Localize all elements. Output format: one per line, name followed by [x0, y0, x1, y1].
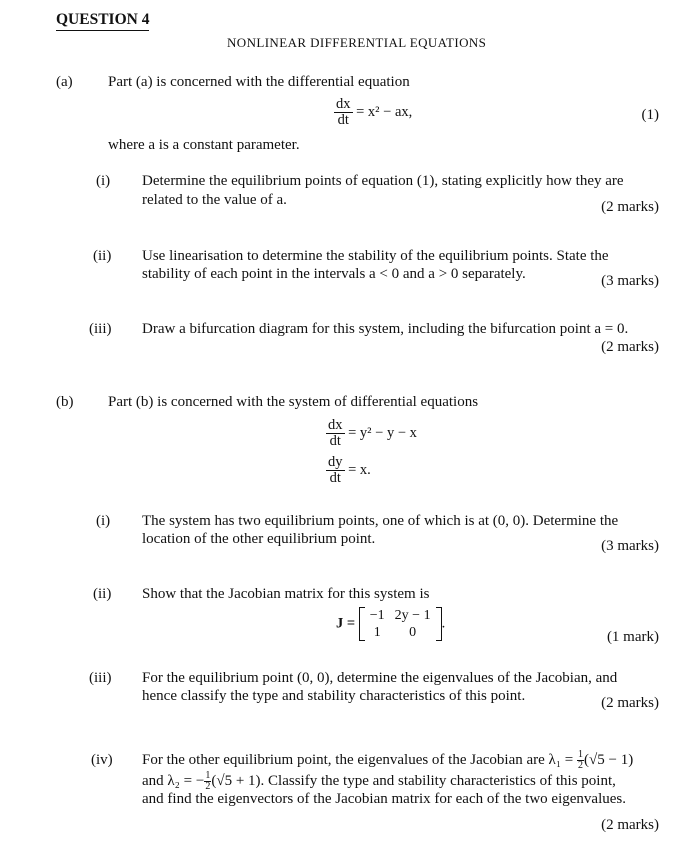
eigen-text-2: . Classify the type and stability characteristics of this point, — [260, 772, 616, 789]
part-a-intro: Part (a) is concerned with the differential equation — [108, 74, 410, 90]
matrix-cell: 2y − 1 — [394, 608, 431, 623]
matrix-cell: −1 — [369, 608, 385, 623]
marks-badge: (1 mark) — [606, 629, 659, 645]
item-text: For the equilibrium point (0, 0), determine the eigenvalues of the Jacobian, and — [142, 670, 618, 686]
marks-badge: (2 marks) — [601, 695, 659, 711]
eq-numerator: dx — [336, 96, 351, 112]
lambda2-text: and λ₂ = − — [142, 772, 205, 789]
item-text — [142, 750, 633, 771]
eigen-text: For the other equilibrium point, the eigenvalues of the Jacobian are λ₁ = — [142, 751, 578, 768]
item-text: Determine the equilibrium points of equation (1), stating explicitly how they are — [142, 173, 624, 189]
item-label: (i) — [96, 513, 111, 529]
half-den: 2 — [205, 781, 211, 792]
eq-numerator: dy — [328, 454, 343, 470]
item-text: hence classify the type and stability characteristics of this point. — [142, 688, 526, 704]
eq-denominator: dt — [329, 433, 341, 450]
half-den: 2 — [578, 760, 584, 771]
half-num: 1 — [205, 770, 211, 781]
part-a-label: (a) — [56, 74, 73, 90]
item-label: (ii) — [93, 248, 112, 264]
item-text: Draw a bifurcation diagram for this system, including the bifurcation point a = 0. — [142, 321, 629, 337]
item-label: (iii) — [89, 321, 112, 337]
part-b-equation-2 — [326, 455, 371, 486]
marks-badge: (2 marks) — [601, 817, 659, 833]
part-b-intro: Part (b) is concerned with the system of differential equations — [108, 394, 479, 410]
jacobian-symbol: J = — [336, 615, 356, 632]
item-text: stability of each point in the intervals a < 0 and a > 0 separately. — [142, 266, 526, 282]
derivative-fraction — [334, 97, 353, 128]
question-subtitle: NONLINEAR DIFFERENTIAL EQUATIONS — [227, 35, 487, 50]
item-text: location of the other equilibrium point. — [142, 531, 376, 547]
jacobian-trail: . — [441, 615, 446, 632]
half-num: 1 — [578, 749, 584, 760]
eq-numerator: dx — [328, 417, 343, 433]
item-label: (i) — [96, 173, 111, 189]
jacobian-matrix — [359, 607, 442, 641]
question-title: QUESTION 4 — [56, 11, 149, 31]
item-label: (ii) — [93, 586, 112, 602]
marks-badge: (3 marks) — [601, 273, 659, 289]
item-text — [142, 771, 616, 792]
marks-badge: (2 marks) — [601, 339, 659, 355]
marks-badge: (3 marks) — [601, 538, 659, 554]
item-text: and find the eigenvectors of the Jacobian matrix for each of the two eigenvalues. — [142, 791, 626, 807]
derivative-fraction — [326, 455, 345, 486]
eq-denominator: dt — [329, 470, 341, 487]
item-text: Show that the Jacobian matrix for this system is — [142, 586, 430, 602]
marks-badge: (2 marks) — [601, 199, 659, 215]
derivative-fraction — [326, 418, 345, 449]
jacobian-equation — [336, 607, 445, 641]
part-a-where: where a is a constant parameter. — [108, 137, 300, 153]
eq-rhs: = y² − y − x — [348, 425, 417, 442]
item-label: (iv) — [91, 752, 113, 768]
item-text: The system has two equilibrium points, one of which is at (0, 0). Determine the — [142, 513, 619, 529]
lambda1-tail: (√5 − 1) — [584, 751, 634, 768]
eq-rhs: = x. — [348, 462, 371, 479]
item-label: (iii) — [89, 670, 112, 686]
eq-rhs: = x² − ax, — [356, 104, 413, 121]
part-b-label: (b) — [56, 394, 74, 410]
item-text: related to the value of a. — [142, 192, 287, 208]
part-a-equation — [334, 97, 412, 128]
matrix-cell: 1 — [373, 625, 381, 640]
lambda2-tail: (√5 + 1) — [211, 772, 261, 789]
equation-number: (1) — [641, 107, 659, 123]
item-text: Use linearisation to determine the stability of the equilibrium points. State the — [142, 248, 609, 264]
half-fraction — [577, 750, 584, 771]
part-b-equation-1 — [326, 418, 417, 449]
eq-denominator: dt — [337, 112, 349, 129]
matrix-cell: 0 — [409, 625, 417, 640]
